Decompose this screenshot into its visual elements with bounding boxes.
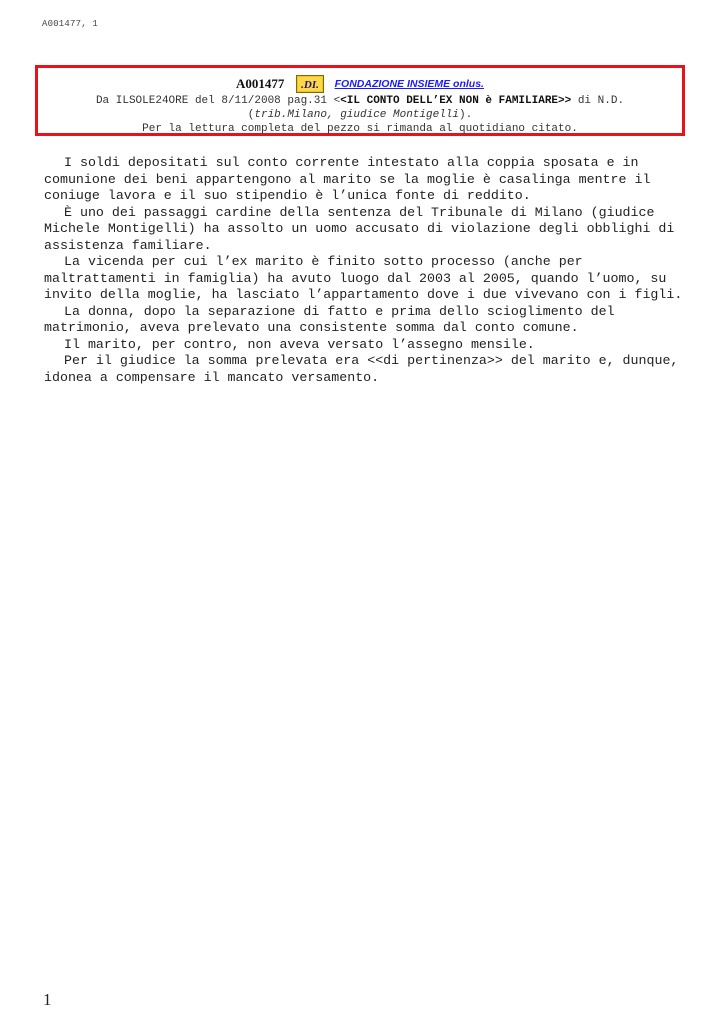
article-paragraph: Il marito, per contro, non aveva versato l’assegno mensile. — [64, 336, 535, 352]
title-line — [38, 74, 682, 94]
source-line — [38, 94, 682, 108]
article-paragraph: La vicenda per cui l’ex marito è finito sotto processo (anche per maltrattamenti in famiglia) ha avuto luogo dal 2003 al 2005, quando l’uomo, su invito della moglie, ha lasciato l’appartamento dove i due vivevano con i figli. — [44, 254, 683, 302]
article-paragraph: È uno dei passaggi cardine della sentenza del Tribunale di Milano (giudice Michele Montigelli) ha assolto un uomo accusato di violazione degli obblighi di assistenza familiare. — [44, 204, 675, 253]
doc-id: A001477 — [236, 76, 285, 91]
court-line — [38, 108, 682, 122]
article-title: <IL CONTO DELL’EX NON è FAMILIARE>> — [340, 95, 572, 107]
svg-text:.DI.: .DI. — [301, 79, 319, 91]
article-paragraph: La donna, dopo la separazione di fatto e prima dello scioglimento del matrimonio, aveva prelevato una consistente somma dal conto comune. — [44, 303, 615, 335]
header-box — [35, 65, 685, 136]
page-number: 1 — [43, 990, 52, 1009]
source-prefix: Da ILSOLE24ORE del 8/11/2008 pag.31 < — [95, 95, 341, 107]
fondazione-logo-icon — [296, 75, 324, 93]
court-paren-open: ( — [247, 109, 255, 121]
article-body — [44, 155, 684, 386]
article-paragraph: Per il giudice la somma prelevata era <<di pertinenza>> del marito e, dunque, idonea a compensare il mancato versamento. — [44, 353, 679, 385]
running-head: A001477, 1 — [42, 19, 99, 29]
source-suffix: di N.D. — [571, 95, 625, 107]
article-paragraph: I soldi depositati sul conto corrente intestato alla coppia sposata e in comunione dei beni appartengono al marito se la moglie è casalinga mentre il coniuge lavora e il suo stipendio è l’unica fonte di reddito. — [44, 155, 651, 203]
court-reference: trib.Milano, giudice Montigelli — [254, 109, 460, 121]
foundation-link[interactable]: FONDAZIONE INSIEME onlus. — [334, 78, 484, 90]
reading-note: Per la lettura completa del pezzo si rimanda al quotidiano citato. — [142, 123, 578, 135]
court-paren-close: ). — [459, 109, 473, 121]
